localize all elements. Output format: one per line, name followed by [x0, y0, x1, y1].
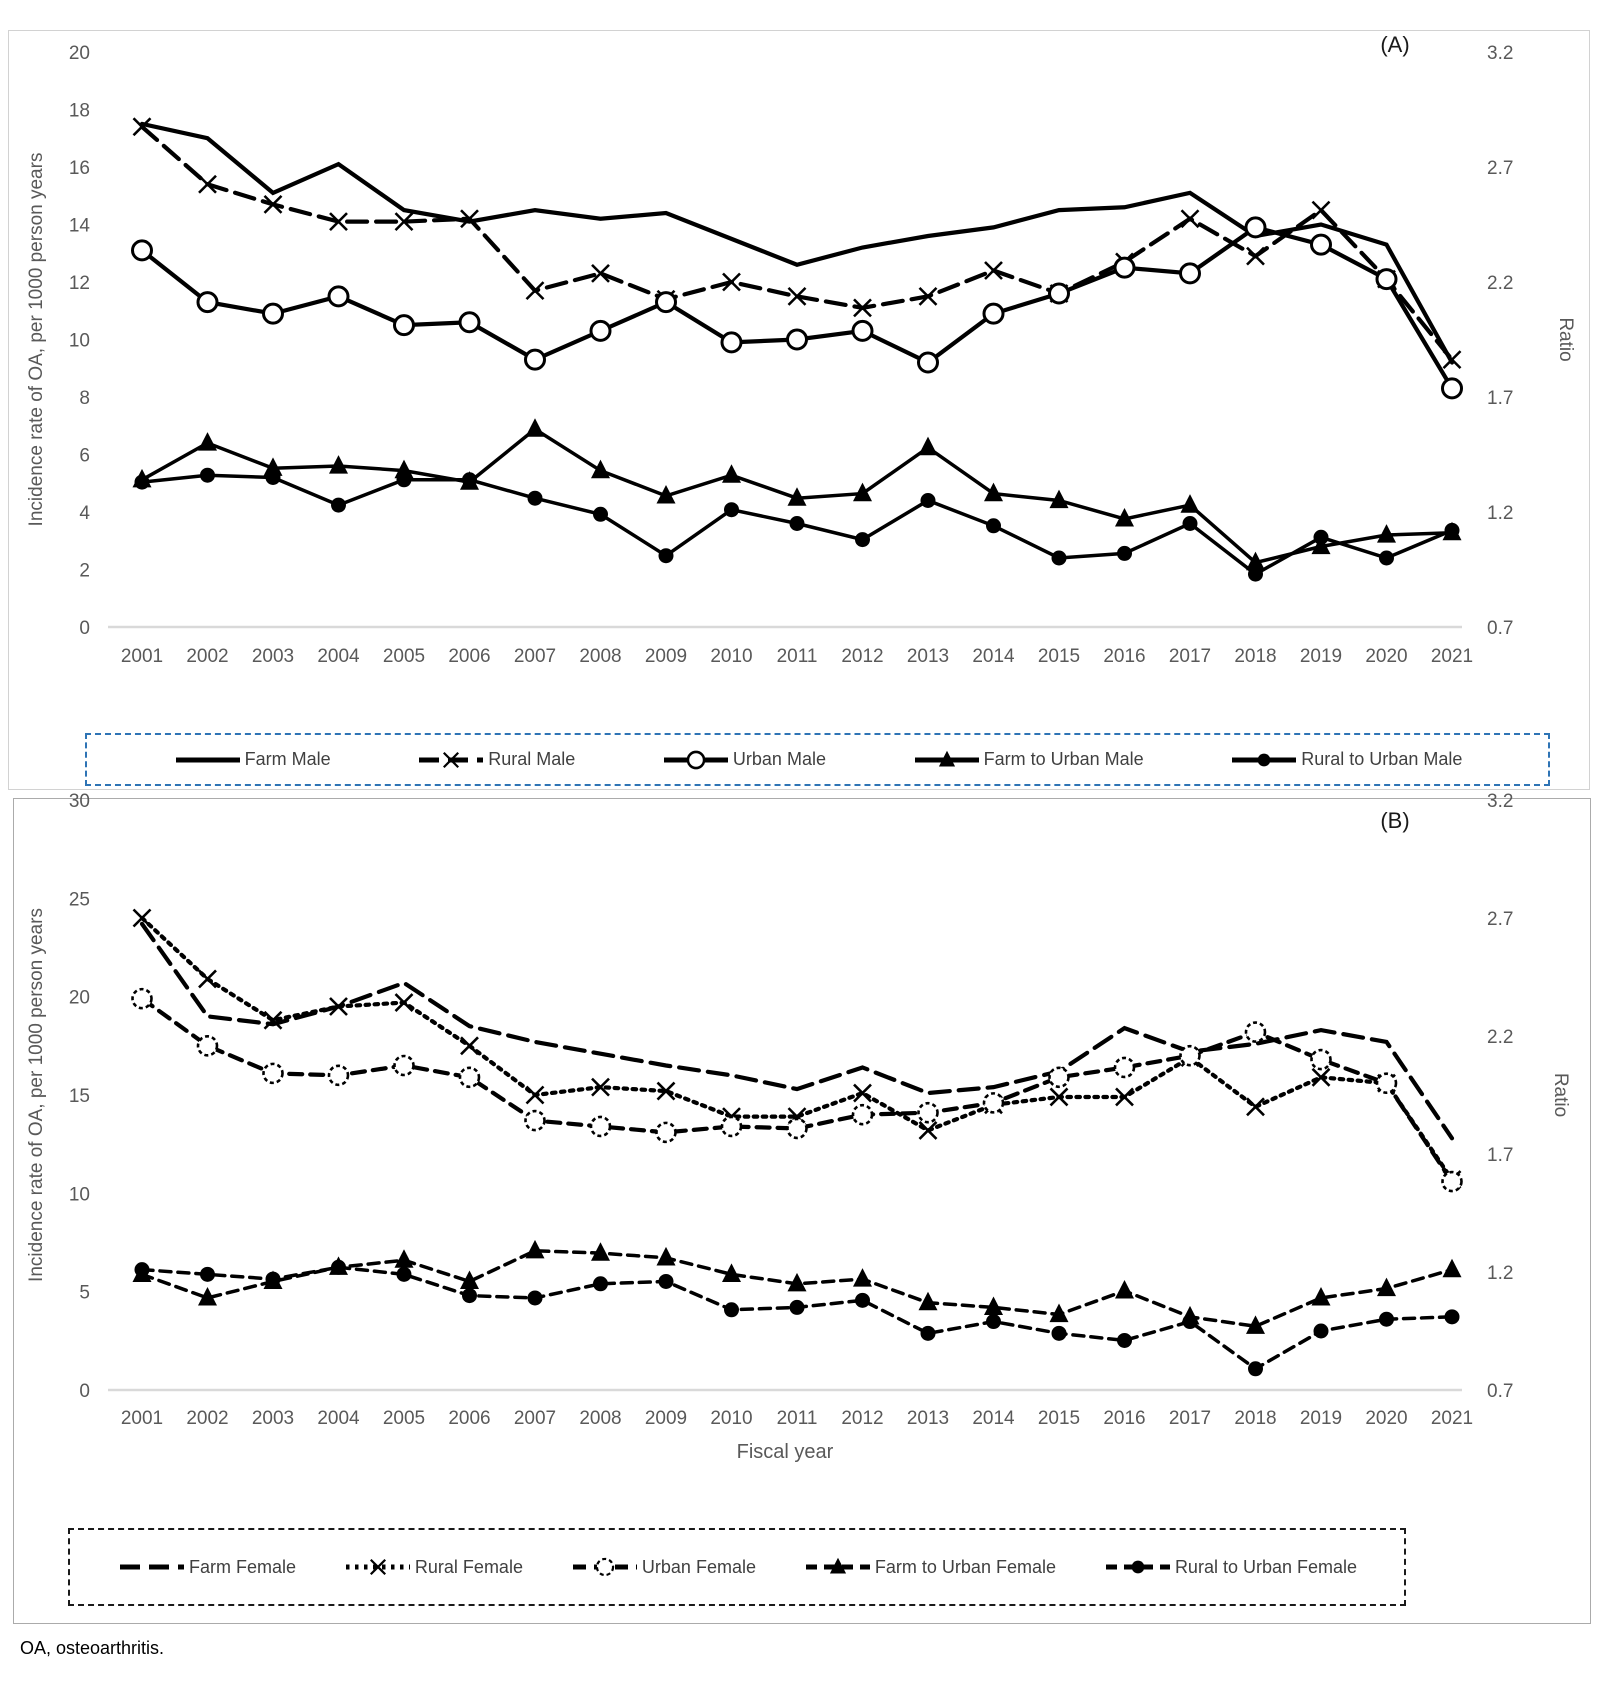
- left-tick-label: 0: [79, 618, 90, 639]
- x-tick-label: 2002: [186, 1408, 229, 1429]
- left-tick-label: 2: [79, 560, 90, 582]
- right-tick-label: 2.2: [1487, 273, 1514, 294]
- series-line: [142, 918, 1452, 1180]
- right-tick-label: 3.2: [1487, 43, 1514, 64]
- rural-male-x-marker-icon: [416, 750, 486, 770]
- left-tick-label: 14: [68, 215, 90, 237]
- urban-female-circle-marker-icon: [570, 1557, 640, 1577]
- left-tick-label: 30: [68, 791, 90, 812]
- x-tick-label: 2001: [120, 646, 164, 667]
- x-tick-label: 2018: [1234, 646, 1277, 667]
- series-line: [142, 124, 1452, 363]
- x-tick-label: 2009: [644, 646, 688, 667]
- right-tick-label: 1.7: [1487, 1145, 1514, 1166]
- panel-label-B: (B): [1380, 808, 1410, 833]
- legend-label-rural-to-urban-female: Rural to Urban Female: [1174, 1556, 1358, 1577]
- x-tick-label: 2007: [513, 646, 557, 667]
- x-tick-label: 2003: [251, 1408, 295, 1429]
- series-rural-female: [134, 910, 1461, 1189]
- legend-item-rural-to-urban-male: [1229, 749, 1462, 770]
- x-axis-title-B: Fiscal year: [736, 1441, 834, 1463]
- legend-item-farm-to-urban-female: [803, 1557, 1056, 1578]
- legend-label-urban-female: Urban Female: [641, 1556, 756, 1577]
- legend-label-rural-female: Rural Female: [414, 1556, 523, 1577]
- legend-a: [85, 733, 1550, 786]
- x-tick-label: 2013: [906, 1408, 950, 1429]
- right-tick-label: 1.2: [1487, 503, 1514, 524]
- x-tick-label: 2003: [251, 646, 295, 667]
- x-tick-label: 2020: [1365, 1408, 1408, 1429]
- legend-label-farm-male: Farm Male: [244, 749, 331, 769]
- series-line: [142, 227, 1452, 388]
- right-tick-label: 0.7: [1487, 618, 1514, 639]
- footnote: OA, osteoarthritis.: [20, 1638, 165, 1658]
- x-tick-label: 2011: [776, 646, 818, 667]
- series-line: [142, 127, 1452, 360]
- x-tick-label: 2021: [1430, 1408, 1474, 1429]
- x-tick-label: 2016: [1103, 646, 1146, 667]
- left-tick-label: 18: [68, 100, 90, 122]
- legend-item-farm-to-urban-male: [912, 749, 1144, 770]
- series-farm-to-urban-female: [133, 1240, 1462, 1334]
- farm-to-urban-female-triangle-marker-icon: [803, 1557, 873, 1577]
- left-tick-label: 20: [68, 987, 90, 1009]
- right-tick-label: 2.7: [1487, 158, 1514, 179]
- x-tick-label: 2021: [1430, 646, 1474, 667]
- rural-to-urban-male-dot-marker-icon: [1229, 750, 1299, 770]
- y-axis-title-B: Incidence rate of OA, per 1000 person years: [26, 908, 47, 1282]
- legend-label-rural-to-urban-male: Rural to Urban Male: [1301, 749, 1463, 769]
- left-tick-label: 6: [79, 445, 90, 467]
- left-tick-label: 10: [68, 330, 90, 352]
- right-tick-label: 1.7: [1487, 388, 1514, 409]
- x-tick-label: 2012: [841, 646, 884, 667]
- x-tick-label: 2012: [841, 1408, 884, 1429]
- legend-item-farm-male: [173, 749, 331, 770]
- x-axis-labels-B: [121, 1408, 1473, 1429]
- legend-item-farm-female: [117, 1557, 296, 1578]
- left-tick-label: 4: [79, 503, 90, 524]
- farm-male-line-icon: [173, 750, 243, 770]
- left-tick-label: 12: [68, 273, 90, 294]
- legend-item-urban-male: [661, 749, 826, 770]
- x-tick-label: 2001: [120, 1408, 164, 1429]
- farm-female-dash-line-icon: [117, 1557, 187, 1577]
- x-tick-label: 2004: [317, 1408, 360, 1429]
- legend-item-rural-female: [343, 1557, 523, 1578]
- series-urban-male: [133, 218, 1462, 398]
- x-tick-label: 2005: [382, 646, 426, 667]
- x-tick-label: 2019: [1299, 1408, 1343, 1429]
- x-tick-label: 2015: [1037, 1408, 1081, 1429]
- right-tick-label: 3.2: [1487, 791, 1514, 812]
- x-tick-label: 2015: [1037, 646, 1081, 667]
- right-axis-ticks-B: [1487, 791, 1513, 1402]
- x-tick-label: 2013: [906, 646, 950, 667]
- x-tick-label: 2014: [972, 1408, 1015, 1429]
- x-tick-label: 2020: [1365, 646, 1408, 667]
- legend-item-rural-to-urban-female: [1103, 1557, 1357, 1578]
- y2-axis-title-A: Ratio: [1555, 317, 1576, 362]
- series-farm-male: [142, 124, 1452, 363]
- x-tick-label: 2019: [1299, 646, 1343, 667]
- legend-label-farm-to-urban-female: Farm to Urban Female: [874, 1556, 1056, 1577]
- x-tick-label: 2006: [448, 1408, 491, 1429]
- x-tick-label: 2005: [382, 1408, 426, 1429]
- x-tick-label: 2016: [1103, 1408, 1146, 1429]
- x-tick-label: 2004: [317, 646, 360, 667]
- y2-axis-title-B: Ratio: [1550, 1072, 1571, 1118]
- left-axis-ticks-B: [69, 791, 90, 1402]
- series-farm-to-urban-male: [133, 418, 1462, 570]
- x-tick-label: 2007: [513, 1408, 557, 1429]
- farm-to-urban-male-triangle-marker-icon: [912, 750, 982, 770]
- legend-label-farm-female: Farm Female: [188, 1556, 296, 1577]
- y-axis-title-A: Incidence rate of OA, per 1000 person years: [26, 152, 47, 527]
- legend-label-farm-to-urban-male: Farm to Urban Male: [983, 749, 1144, 769]
- x-tick-label: 2017: [1168, 646, 1212, 667]
- panel-label-A: (A): [1380, 32, 1410, 57]
- rural-female-x-marker-icon: [343, 1557, 413, 1577]
- x-tick-label: 2014: [972, 646, 1015, 667]
- x-tick-label: 2006: [448, 646, 491, 667]
- urban-male-circle-marker-icon: [661, 750, 731, 770]
- right-tick-label: 1.2: [1487, 1263, 1514, 1284]
- left-tick-label: 25: [68, 889, 90, 911]
- x-tick-label: 2010: [710, 646, 753, 667]
- left-tick-label: 0: [79, 1381, 90, 1402]
- legend-label-urban-male: Urban Male: [732, 749, 826, 769]
- x-tick-label: 2010: [710, 1408, 753, 1429]
- x-axis-labels-A: [121, 646, 1473, 667]
- rural-to-urban-female-dot-marker-icon: [1103, 1557, 1173, 1577]
- x-tick-label: 2009: [644, 1408, 688, 1429]
- right-tick-label: 2.2: [1487, 1027, 1514, 1048]
- legend-item-rural-male: [416, 749, 575, 770]
- right-tick-label: 0.7: [1487, 1381, 1514, 1402]
- x-tick-label: 2008: [579, 646, 622, 667]
- right-tick-label: 2.7: [1487, 909, 1514, 930]
- legend-label-rural-male: Rural Male: [488, 749, 576, 769]
- legend-item-urban-female: [570, 1557, 756, 1578]
- x-tick-label: 2018: [1234, 1408, 1277, 1429]
- left-tick-label: 5: [79, 1282, 90, 1304]
- left-tick-label: 15: [68, 1086, 90, 1107]
- x-tick-label: 2002: [186, 646, 229, 667]
- left-axis-ticks-A: [69, 43, 91, 639]
- x-tick-label: 2011: [776, 1408, 818, 1429]
- right-axis-ticks-A: [1487, 43, 1513, 639]
- left-tick-label: 20: [68, 43, 90, 64]
- left-tick-label: 8: [79, 388, 90, 409]
- left-tick-label: 16: [68, 158, 90, 179]
- legend-b: [68, 1528, 1406, 1606]
- x-tick-label: 2008: [579, 1408, 622, 1429]
- chart-a: [0, 0, 1600, 790]
- x-tick-label: 2017: [1168, 1408, 1212, 1429]
- left-tick-label: 10: [68, 1184, 90, 1206]
